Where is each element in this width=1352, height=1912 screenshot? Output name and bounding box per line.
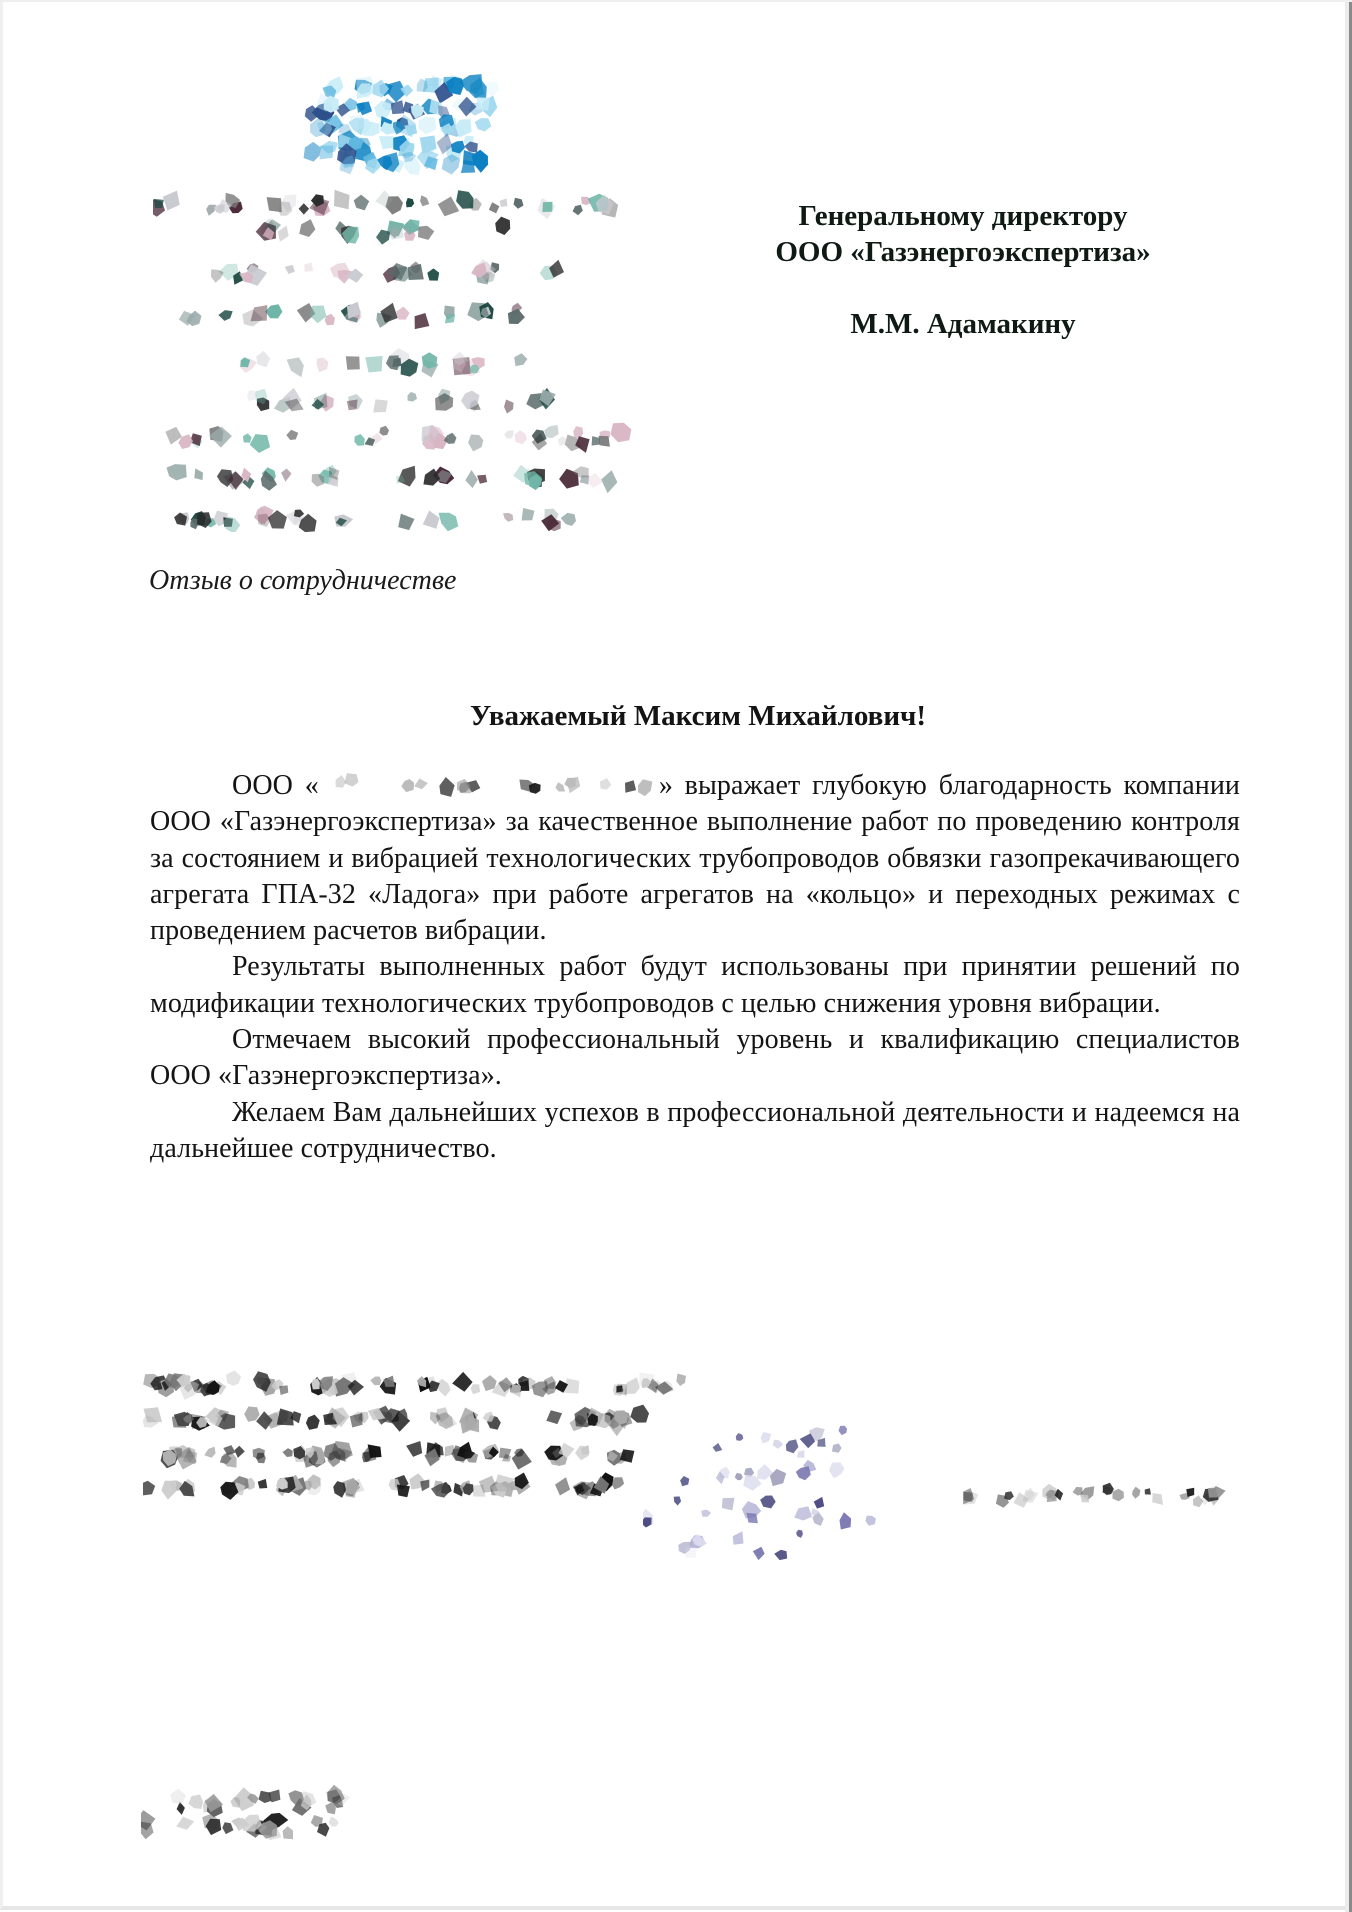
- recipient-name: М.М. Адамакину: [850, 308, 1076, 340]
- redaction-fragment: [354, 434, 364, 446]
- redaction-fragment: [401, 779, 414, 792]
- redaction-fragment: [733, 1531, 744, 1545]
- redaction-fragment: [418, 117, 436, 134]
- redaction-fragment: [420, 195, 429, 206]
- redaction-fragment: [544, 425, 559, 438]
- redaction-fragment: [736, 1433, 744, 1441]
- redaction-fragment: [753, 1547, 765, 1560]
- redaction-fragment: [278, 226, 289, 242]
- redaction-fragment: [840, 1512, 852, 1529]
- redaction-fragment: [415, 313, 430, 329]
- redaction-fragment: [451, 141, 465, 154]
- redaction-fragment: [250, 434, 270, 453]
- redaction-fragment: [504, 400, 514, 414]
- redaction-fragment: [194, 468, 203, 480]
- redaction-fragment: [420, 1480, 429, 1492]
- redaction-fragment: [406, 198, 414, 208]
- redaction-fragment: [735, 1473, 743, 1480]
- redaction-fragment: [304, 262, 313, 271]
- redaction-fragment: [304, 142, 321, 162]
- redaction-fragment: [386, 355, 400, 370]
- redaction-fragment: [477, 475, 487, 484]
- redaction-fragment: [256, 351, 270, 367]
- redaction-fragment: [503, 513, 513, 522]
- redaction-fragment: [438, 197, 459, 217]
- redaction-fragment: [143, 1481, 155, 1496]
- redaction-fragment: [354, 195, 370, 211]
- redaction-fragment: [170, 1789, 186, 1805]
- redaction-fragment: [1208, 1487, 1219, 1497]
- letter-subject: Отзыв о сотрудничестве: [149, 565, 457, 596]
- redaction-fragment: [344, 773, 358, 787]
- redaction-fragment: [760, 1496, 776, 1509]
- redaction-fragment: [515, 430, 528, 444]
- redaction-fragment: [285, 265, 295, 274]
- recipient-block: [703, 198, 1223, 342]
- redacted-signatory-name: [963, 1472, 1228, 1517]
- redaction-fragment: [231, 1797, 241, 1808]
- redaction-fragment: [211, 269, 224, 282]
- redaction-fragment: [555, 1477, 570, 1495]
- redaction-fragment: [251, 305, 268, 321]
- redacted-logo: [293, 67, 513, 177]
- redaction-fragment: [314, 393, 327, 410]
- redaction-fragment: [306, 1415, 320, 1430]
- recipient-position: Генеральному директору: [798, 200, 1128, 232]
- redaction-fragment: [475, 97, 490, 110]
- redaction-fragment: [638, 779, 652, 796]
- redaction-fragment: [373, 399, 388, 412]
- paragraph-3: Отмечаем высокий профессиональный уровень и квалификацию специалистов ООО «Газэнергоэкспертиза».: [150, 1024, 1240, 1092]
- redaction-fragment: [1004, 1491, 1014, 1500]
- redaction-fragment: [370, 1377, 381, 1386]
- redaction-fragment: [259, 1791, 272, 1803]
- redaction-fragment: [839, 1426, 848, 1435]
- redaction-fragment: [1047, 1491, 1057, 1502]
- redaction-fragment: [206, 205, 216, 216]
- redaction-fragment: [600, 778, 611, 790]
- redaction-fragment: [311, 1815, 323, 1827]
- redaction-fragment: [573, 426, 583, 438]
- redaction-fragment: [1186, 1488, 1194, 1497]
- redaction-fragment: [814, 1497, 825, 1509]
- redaction-fragment: [471, 1384, 480, 1394]
- redaction-fragment: [555, 782, 565, 791]
- redaction-fragment: [161, 1481, 176, 1500]
- redaction-fragment: [365, 356, 382, 373]
- redaction-fragment: [218, 310, 232, 321]
- redaction-fragment: [561, 513, 576, 526]
- redaction-fragment: [383, 1376, 394, 1387]
- redaction-fragment: [456, 190, 473, 208]
- redaction-fragment: [774, 1550, 787, 1560]
- redaction-fragment: [674, 1496, 681, 1505]
- redaction-fragment: [1193, 1495, 1203, 1507]
- redaction-fragment: [333, 1481, 346, 1498]
- paragraph-1: [150, 768, 1240, 949]
- redaction-fragment: [601, 470, 617, 493]
- redaction-fragment: [347, 400, 358, 411]
- paragraph-1-start: ООО «: [232, 770, 319, 801]
- redaction-fragment: [317, 358, 329, 373]
- redaction-fragment: [163, 191, 180, 211]
- redaction-fragment: [573, 205, 583, 215]
- redaction-fragment: [222, 1822, 233, 1834]
- redaction-fragment: [258, 1479, 268, 1489]
- redaction-fragment: [495, 217, 510, 235]
- redaction-fragment: [243, 433, 252, 442]
- redaction-fragment: [796, 1466, 811, 1480]
- redaction-fragment: [417, 1376, 426, 1387]
- redaction-fragment: [398, 514, 414, 531]
- redaction-fragment: [599, 436, 610, 447]
- redaction-fragment: [797, 1450, 805, 1458]
- redaction-fragment: [154, 199, 164, 208]
- redaction-fragment: [680, 1476, 689, 1486]
- recipient-company: ООО «Газэнергоэкспертиза»: [775, 236, 1151, 268]
- redaction-fragment: [281, 469, 291, 482]
- redaction-fragment: [439, 777, 454, 797]
- redaction-fragment: [286, 430, 298, 440]
- redaction-fragment: [299, 219, 315, 237]
- redaction-fragment: [265, 304, 282, 318]
- redaction-fragment: [445, 314, 455, 323]
- redaction-fragment: [564, 778, 575, 788]
- redaction-fragment: [452, 1372, 472, 1392]
- redaction-fragment: [676, 1374, 686, 1387]
- redaction-fragment: [508, 309, 525, 324]
- redaction-fragment: [423, 511, 440, 529]
- redaction-fragment: [475, 118, 492, 131]
- redaction-fragment: [346, 356, 360, 369]
- redaction-fragment: [310, 306, 327, 324]
- redaction-fragment: [575, 1446, 589, 1461]
- redacted-signature: [643, 1422, 913, 1572]
- redaction-fragment: [701, 1510, 711, 1517]
- redaction-fragment: [283, 1826, 293, 1839]
- redaction-fragment: [350, 1413, 363, 1428]
- redaction-fragment: [299, 203, 310, 214]
- redaction-fragment: [376, 230, 390, 245]
- redaction-fragment: [625, 780, 636, 793]
- redaction-fragment: [414, 779, 428, 790]
- redaction-fragment: [176, 1817, 194, 1830]
- redaction-fragment: [713, 1443, 723, 1452]
- redaction-fragment: [529, 783, 541, 794]
- redaction-fragment: [685, 1547, 696, 1558]
- redaction-fragment: [773, 1440, 784, 1449]
- redaction-fragment: [1080, 1495, 1089, 1503]
- redaction-fragment: [427, 268, 439, 280]
- redaction-fragment: [204, 1447, 215, 1458]
- redacted-footer-note: [141, 1782, 351, 1852]
- redaction-fragment: [235, 1446, 245, 1458]
- redaction-fragment: [408, 264, 424, 280]
- redaction-fragment: [397, 1485, 410, 1498]
- redaction-fragment: [510, 1384, 521, 1398]
- redaction-fragment: [312, 474, 325, 487]
- redaction-fragment: [643, 1517, 652, 1527]
- redaction-fragment: [406, 1441, 422, 1457]
- redaction-fragment: [188, 1795, 203, 1809]
- paragraph-2: Результаты выполненных работ будут использованы при принятии решений по модификации технологических трубопроводов с целью снижения уровня вибрации.: [150, 951, 1240, 1019]
- redaction-fragment: [1113, 1489, 1124, 1502]
- redacted-sender-company-name: [319, 772, 659, 798]
- redaction-fragment: [546, 1410, 562, 1424]
- redacted-sender-header: [153, 187, 643, 532]
- redaction-fragment: [500, 198, 508, 207]
- redaction-fragment: [329, 1816, 339, 1826]
- redaction-fragment: [544, 1376, 556, 1389]
- redaction-fragment: [1145, 1488, 1151, 1494]
- redaction-fragment: [489, 202, 500, 213]
- redaction-fragment: [514, 353, 527, 366]
- redaction-fragment: [796, 1530, 803, 1538]
- redaction-fragment: [334, 190, 350, 210]
- redacted-signatory-title: [143, 1367, 693, 1507]
- redaction-fragment: [832, 1444, 842, 1453]
- redaction-fragment: [335, 775, 345, 788]
- salutation: Уважаемый Максим Михайлович!: [469, 700, 927, 732]
- redaction-fragment: [279, 1385, 288, 1395]
- redaction-fragment: [141, 1822, 154, 1840]
- redaction-fragment: [1152, 1493, 1163, 1505]
- redaction-fragment: [431, 1482, 451, 1498]
- redaction-fragment: [439, 513, 459, 532]
- redaction-fragment: [829, 1462, 844, 1478]
- redaction-fragment: [468, 435, 483, 452]
- redaction-fragment: [592, 436, 600, 446]
- redaction-fragment: [226, 1370, 241, 1386]
- paragraph-1-rest: » выражает глубокую благодарность компании ООО «Газэнергоэкспертиза» за качественное выполнение работ по проведению контроля за состоянием и вибрацией технологических трубопроводов обвязки газопрекачивающего агрегата ГПА-32 «Ладога» при работе агрегатов на «кольцо» и переходных режимах с проведением расчетов вибрации.: [150, 770, 1240, 947]
- redaction-fragment: [379, 426, 389, 436]
- redaction-fragment: [761, 1432, 772, 1444]
- redaction-fragment: [786, 1439, 799, 1453]
- redaction-fragment: [630, 1405, 649, 1423]
- redaction-fragment: [418, 226, 434, 240]
- redaction-fragment: [866, 1516, 876, 1526]
- redaction-fragment: [611, 423, 632, 443]
- redaction-fragment: [514, 198, 524, 209]
- paragraph-4: Желаем Вам дальнейших успехов в профессиональной деятельности и надеемся на дальнейшее сотрудничество.: [150, 1096, 1240, 1164]
- redaction-fragment: [408, 392, 418, 402]
- redaction-fragment: [287, 357, 304, 377]
- redaction-fragment: [746, 1513, 758, 1524]
- redaction-fragment: [267, 197, 282, 212]
- redaction-fragment: [522, 508, 535, 521]
- redaction-fragment: [465, 470, 478, 488]
- redaction-fragment: [396, 307, 410, 320]
- redaction-fragment: [283, 1448, 293, 1457]
- redaction-fragment: [374, 101, 392, 120]
- redaction-fragment: [244, 1406, 259, 1421]
- redaction-fragment: [320, 146, 334, 160]
- redaction-fragment: [1132, 1487, 1140, 1499]
- redaction-fragment: [542, 202, 552, 212]
- letter-body: [150, 768, 1240, 1167]
- redaction-fragment: [167, 464, 187, 480]
- redaction-fragment: [770, 1469, 786, 1486]
- redaction-fragment: [504, 430, 513, 439]
- redaction-fragment: [722, 1498, 735, 1511]
- redaction-fragment: [379, 136, 393, 149]
- redaction-fragment: [794, 1506, 812, 1520]
